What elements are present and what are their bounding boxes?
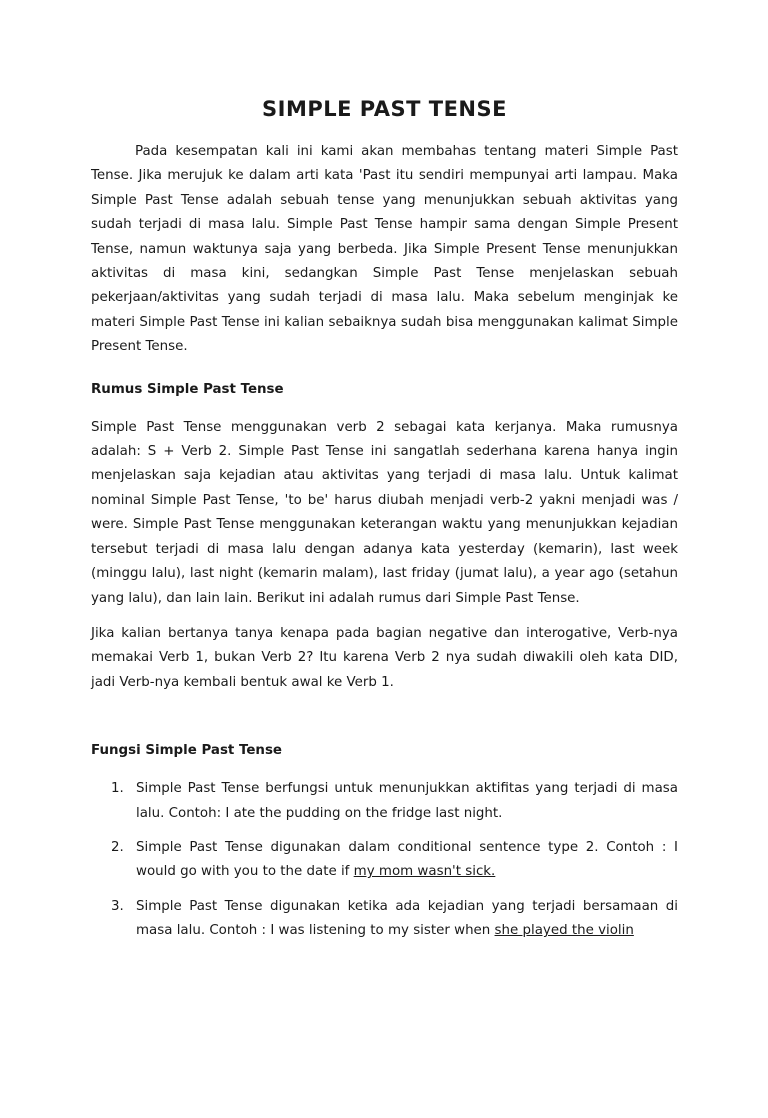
list-item-number: 2. [111,839,124,855]
intro-paragraph: Pada kesempatan kali ini kami akan membahas tentang materi Simple Past Tense. Jika merujuk ke dalam arti kata 'Past itu sendiri mempunyai arti lampau. Maka Simple Past Tense adalah sebuah tense yang menunjukkan sebuah aktivitas yang sudah terjadi di masa lalu. Simple Past Tense hampir sama dengan Simple Present Tense, namun waktunya saja yang berbeda. Jika Simple Present Tense menunjukkan aktivitas di masa kini, sedangkan Simple Past Tense menjelaskan sebuah pekerjaan/aktivitas yang sudah terjadi di masa lalu. Maka sebelum menginjak ke materi Simple Past Tense ini kalian sebaiknya sudah bisa menggunakan kalimat Simple Present Tense. [91,144,678,355]
fungsi-heading: Fungsi Simple Past Tense [91,743,283,759]
list-item-number: 1. [111,781,124,797]
list-item-text: Simple Past Tense digunakan ketika ada kejadian yang terjadi bersamaan di masa lalu. Contoh : I was listening to my sister when [136,898,678,939]
underlined-example: she played the violin [494,923,634,939]
list-item [91,777,678,826]
rumus-paragraph-1: Simple Past Tense menggunakan verb 2 sebagai kata kerjanya. Maka rumusnya adalah: S + Verb 2. Simple Past Tense ini sangatlah sederhana karena hanya ingin menjelaskan saja kejadian atau aktivitas yang terjadi di masa lalu. Untuk kalimat nominal Simple Past Tense, 'to be' harus diubah menjadi verb-2 yakni menjadi was / were. Simple Past Tense menggunakan keterangan waktu yang menunjukkan kejadian tersebut terjadi di masa lalu dengan adanya kata yesterday (kemarin), last week (minggu lalu), last night (kemarin malam), last friday (jumat lalu), a year ago (setahun yang lalu), dan lain lain. Berikut ini adalah rumus dari Simple Past Tense. [91,419,678,606]
list-item [91,895,678,944]
rumus-heading: Rumus Simple Past Tense [91,381,284,397]
list-item-text: Simple Past Tense berfungsi untuk menunjukkan aktifitas yang terjadi di masa lalu. Contoh: I ate the pudding on the fridge last night. [136,781,678,821]
rumus-paragraph-2: Jika kalian bertanya tanya kenapa pada bagian negative dan interogative, Verb-nya memakai Verb 1, bukan Verb 2? Itu karena Verb 2 nya sudah diwakili oleh kata DID, jadi Verb-nya kembali bentuk awal ke Verb 1. [91,625,678,690]
list-item [91,836,678,885]
document-page [0,94,768,1118]
fungsi-list [91,777,678,943]
document-title: SIMPLE PAST TENSE [262,97,507,121]
list-item-number: 3. [111,898,124,914]
list-item-text: Simple Past Tense digunakan dalam conditional sentence type 2. Contoh : I would go with you to the date if [136,839,678,880]
underlined-example: my mom wasn't sick. [353,864,496,880]
